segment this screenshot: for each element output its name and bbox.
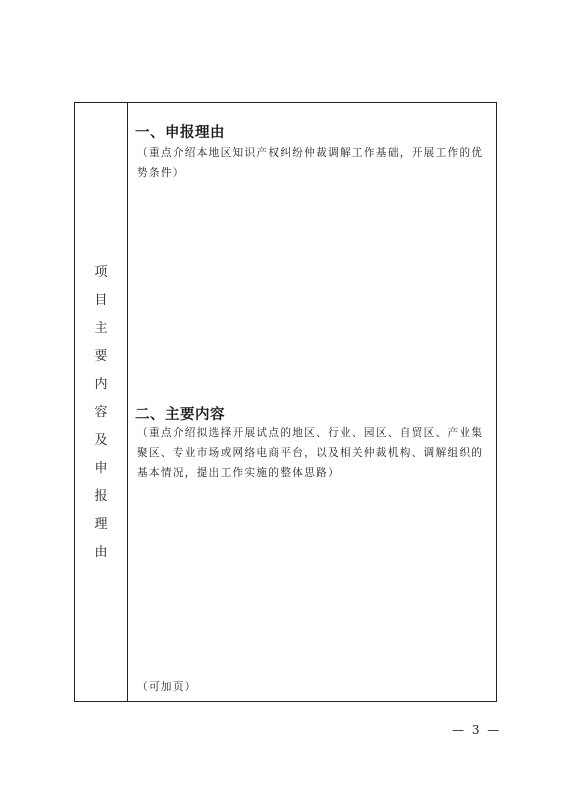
row-label-char: 内 — [94, 377, 108, 392]
section-title-main-content: 二、主要内容 — [135, 407, 225, 423]
section-note-main-content: （重点介绍拟选择开展试点的地区、行业、园区、自贸区、产业集聚区、专业市场或网络电商平台，以及相关仲裁机构、调解组织的基本情况，提出工作实施的整体思路） — [137, 427, 484, 479]
row-label-char: 要 — [94, 349, 108, 364]
row-label-char: 目 — [94, 293, 108, 308]
row-label-char: 由 — [94, 545, 108, 560]
row-label-char: 理 — [94, 517, 108, 532]
row-label-char: 报 — [94, 489, 108, 504]
page-number: — 3 — — [452, 723, 502, 737]
section-title-reason: 一、申报理由 — [135, 125, 225, 141]
row-label-char: 申 — [94, 461, 108, 476]
section-note-reason: （重点介绍本地区知识产权纠纷仲裁调解工作基础，开展工作的优势条件） — [137, 147, 484, 179]
row-label-char: 主 — [94, 321, 108, 336]
row-label-column — [75, 103, 127, 701]
row-label-char: 及 — [94, 433, 108, 448]
content-column — [128, 103, 496, 701]
application-form-table — [74, 102, 497, 702]
row-label-char: 容 — [94, 405, 108, 420]
extra-page-note: （可加页） — [137, 681, 197, 693]
row-label-char: 项 — [94, 265, 108, 280]
